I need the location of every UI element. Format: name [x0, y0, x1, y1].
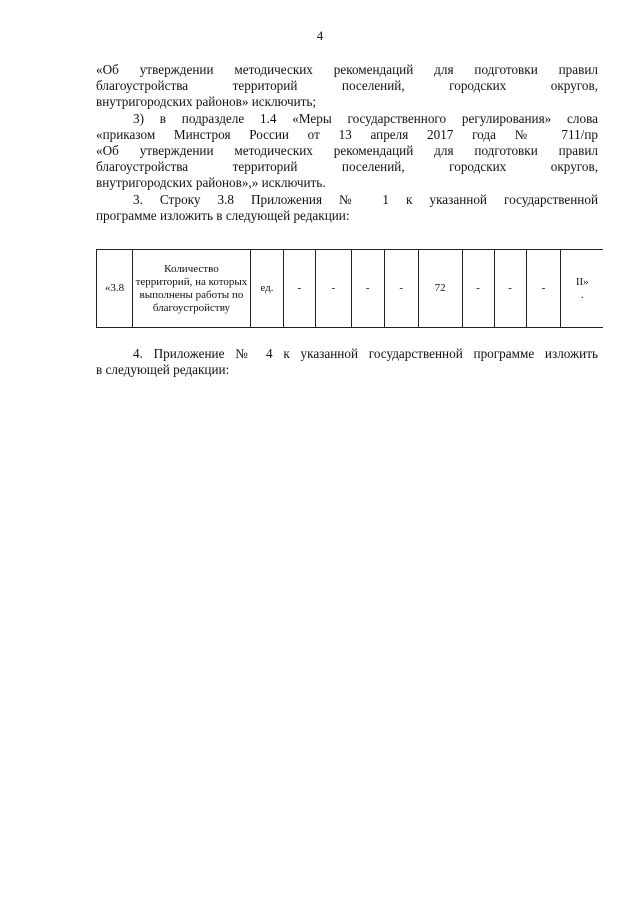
paragraph-1	[96, 62, 598, 111]
paragraph-4-line-1: 4. Приложение № 4 к указанной государственной программе изложить	[133, 346, 598, 361]
paragraph-2-line-5: внутригородских районов»,» исключить.	[96, 175, 326, 191]
paragraph-2-line-4: благоустройства территорий поселений, городских округов,	[96, 159, 598, 175]
last-cell-value: II»	[575, 275, 589, 288]
paragraph-1-line-1: «Об утверждении методических рекомендаций для подготовки правил	[96, 62, 598, 77]
paragraph-2-line-2: «приказом Минстроя России от 13 апреля 2017 года № 711/пр	[96, 126, 598, 142]
indicator-table-row-3-8	[96, 249, 603, 328]
paragraph-4	[96, 346, 598, 378]
unit-cell: ед.	[250, 250, 283, 328]
table-row	[97, 250, 604, 328]
paragraph-4-line-2: в следующей редакции:	[96, 362, 230, 378]
paragraph-1-line-2: благоустройства территорий поселений, городских округов,	[96, 78, 598, 94]
row-number-cell: «3.8	[97, 250, 133, 328]
value-cell-7: -	[494, 250, 526, 328]
value-cell-5: 72	[418, 250, 462, 328]
value-cell-3: -	[351, 250, 384, 328]
value-cell-1: -	[283, 250, 315, 328]
value-cell-4: -	[384, 250, 418, 328]
paragraph-2	[96, 111, 598, 192]
last-cell-dot: .	[580, 288, 584, 301]
indicator-name-cell: Количество территорий, на которых выполнены работы по благоустройству	[132, 250, 250, 328]
page-number: 4	[316, 28, 324, 43]
last-cell	[561, 250, 603, 328]
paragraph-3-line-2: программе изложить в следующей редакции:	[96, 207, 350, 223]
paragraph-3	[96, 192, 598, 224]
paragraph-2-line-1: 3) в подразделе 1.4 «Меры государственного регулирования» слова	[133, 110, 598, 126]
paragraph-3-line-1: 3. Строку 3.8 Приложения № 1 к указанной государственной	[133, 191, 598, 207]
document-body	[96, 62, 598, 224]
paragraph-1-line-3: внутригородских районов» исключить;	[96, 94, 317, 110]
value-cell-6: -	[462, 250, 494, 328]
value-cell-2: -	[315, 250, 351, 328]
paragraph-2-line-3: «Об утверждении методических рекомендаций для подготовки правил	[96, 143, 598, 159]
value-cell-8: -	[526, 250, 561, 328]
